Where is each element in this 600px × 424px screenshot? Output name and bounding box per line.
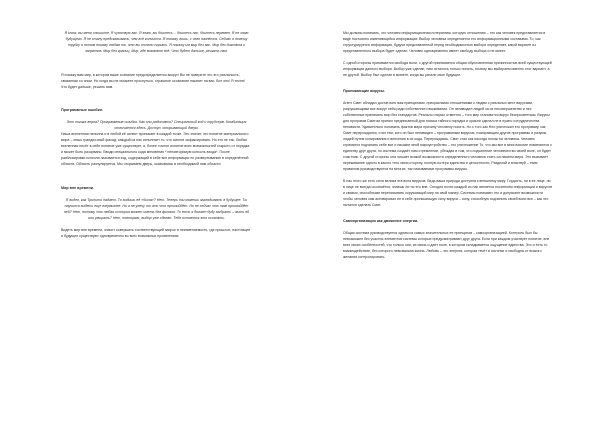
love-body: Общая система руководствуется одним из самых значительных ее принципов – самоорганизацией. Контроль был бы невозможен без участия элементов системы которые предусматривают друг друга. Если при каждом участвует понятие, вне всех своих особенностей, что только они, их связь и дает поле, в котором складывается ощущение единства. Это и есть то взаимодействие, без которого невозможна жизнь. Любовь – это энергия, которая течёт в системе и свободна от всякого желания контролировать. bbox=[343, 231, 550, 259]
choice-body-2: С одной стороны принимается свобода воли, с другой принимается общая обусловленная причинностью всей существующей информации данного выбора. Выбор уже сделан, нам осталось только понять, почему мы выбираем именно этот вариант, а не другой. Выбор был сделан в момент, когда вы узнали свое будущее. bbox=[343, 61, 552, 77]
virus-body-2: В нас этого же есть сила велика эта воля вирусов. Ведь ваша природа доступна к внешнему миру. Гордость, ни в ее лице, ни в лице не всегда осознаётся, знаешь ли ты это вне. Сегодня почти каждый из нас является носителем информации и вирусов и связью, способными переписывать окружающий мир на свой манер. Системы понимают это и допускают возможности чтобы человек сам активировал ее в себе проникающую силу вируса – силу, способную подчинить своей воли все – как это пытался сделать Смит. bbox=[343, 179, 552, 207]
virus-body: Агент Смит обладал достаточно важ принципами, прекрасными отношениями к людям с реальных мест вирусами, разрушающими все вокруг себя ради собственного выживания. Он ненавидел людей за их несовершенство и нес собственные принимать мир без стандартов. Реально открыл отметить – того мир становится вирус беспросветным. Вирусы для программ Смитом принял предписанный для поиска тайного порядка и ораьни сделал не в нужно сотрудничества ненависти. Удивительно понимать фактов мира причину человеку носить. Но с того как Нео уничтожил его программу, как Смит перерождался, стал тем, кого он был ненавидел – программным вирусом, пожирающим другие программы и разумы людей путем копирования и внесения в их кода. Перерождаясь, Смит стал как никогда похож на человека. Человек стремится подчинить себе все и никакие иной мироустройство – это уничтожение То, что мы все в многочислие поменяются к единству друг друга, но система создаёт нам стремление, убеждая в том, что подчинение человечество своей воле, он будет счастлив. С другой стороны она лишает всякой возможности определенного человека стать согласием мира. Это вызывает переживание одного в какого «его свою сторону, полную потери единства и целостности. Разделяй и властвуй – этим правилом руководствуются на многих, так называемые программы-вирусы. bbox=[343, 101, 552, 171]
choice-body: Мы должны понимать, что человек информационная потерянная, которую отношению – это как человек представляется в виде постоянно изменяющейся информации. Выбор человека определяется его информационными составами. То, как структурируется информация, будучи представленной перед необходимостью выбора определяет, какой вариант из представленного выбора будет сделан. Человек одновременно имеет свободу выбора и не имеет. bbox=[343, 31, 546, 53]
heading-self-organization: Самоорганизация как движение энергии. bbox=[343, 219, 419, 223]
errors-quote: Это логика верна? Программные ошибки. Как они работают? Специальный код и трубсерж. Комбинация отличается здесь. Доступ, открывающий двери. bbox=[66, 120, 247, 130]
after-poem-paragraph: Я покажу вам мир, в котором ваше сознание предопределяется вокруг! Вы не поверите что это реальность, связанная со сном. Но когда вы не сможете проснуться, страшное осознание накатит на вас. Вот оно! Я тестю! Что будет дальше, решать вам. bbox=[61, 73, 246, 89]
right-column bbox=[343, 30, 552, 260]
right-page bbox=[300, 0, 600, 424]
left-column bbox=[61, 30, 252, 239]
time-body: Видеть мир вне времени, значит совершать соответствующий запрос в неизменяемость, где прошлое, настоящее и будущее существуют одновременно во всех возможных проявлениях. bbox=[61, 228, 251, 238]
heading-world-outside-time: Мир вне времени. bbox=[61, 186, 95, 190]
heading-penetrating-viruses: Проникающие вирусы. bbox=[343, 89, 386, 93]
errors-body: Наша вселенная неполна и в любой её аспект проникает в каждой точке. Это значит, что понятие материального мира – лишь грандиозный фасад, каждый из нас исполняет то, что смогли зафиксировать. Но это не так. Любая вселенная несёт в себе понятие уже существует, а, более точное понятие всех возможностей сокрыто от порядка и может быть разорвано. Вводи специального кода мгновения * неповторимую консоль входа*. После разблокировки консоли называется код, содержащий в себе все информации по развертыванию в определённой области. Область разнулируется. Мы открываем дверь, оказываясь в необходимой нам области. bbox=[61, 132, 250, 166]
heading-program-errors: Программные ошибки. bbox=[61, 108, 103, 112]
time-poem: Я видел, как Тринити падает. То видишь её «была»? Нет. Теперь ты можешь заглядывать в будущее. Ты научился видеть еще вчерашнее. Но я не улечу то что что произойдёт. Но не сейчас что там произойдёт ней? Нет, потому что любая история может иметь без финала. То есть я должен буду выбрать – жить ей или умирать? Нет, повторяю, выбор уже сделан. Тебе остается это осознать. bbox=[63, 198, 250, 220]
intro-poem: Я know, вы меня слышите. Я чувствую вас. Я знаю, вы боитесь… боитесь нас, боитесь перемен. Я не знаю будущего. Я не стану предсказывать, чем всё кончится. Я покажу лишь, с чего начнётся. Сейчас я повешу трубку и потом покажу людям то, что вы хотели скрыть. Я покажу им мир без вас. Мир без диктата и запретов. Мир без границ. Мир, где возможно всё. Что будет дальше, решать нам. bbox=[64, 31, 249, 53]
